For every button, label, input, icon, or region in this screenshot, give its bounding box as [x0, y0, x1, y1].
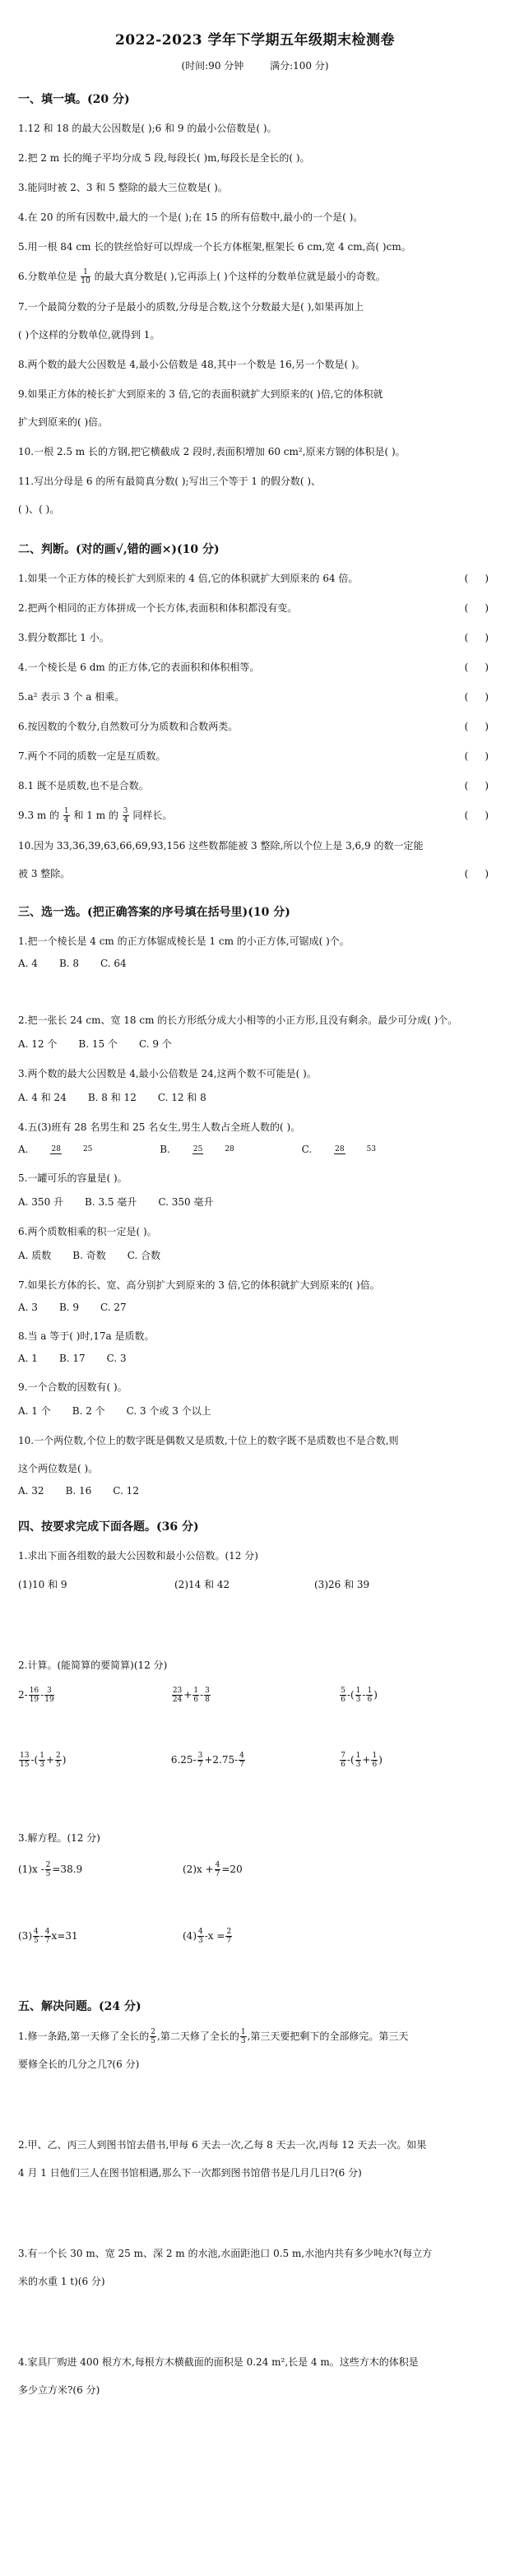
s2-item-4: 4.一个棱长是 6 dm 的正方体,它的表面积和体积相等。 ( ) [18, 659, 492, 675]
s3-options-4: A. 28 25 B. 25 28 C. 28 53 [18, 1144, 377, 1155]
s1-question-3: 3.能同时被 2、3 和 5 整除的最大三位数是( )。 [18, 182, 228, 193]
section-4-title: 四、按要求完成下面各题。(36 分) [18, 1520, 199, 1534]
s3-question-3: 3.两个数的最大公因数是 4,最小公倍数是 24,这两个数不可能是( )。 [18, 1068, 317, 1079]
s2-item-3: 3.假分数都比 1 小。 ( ) [18, 629, 492, 646]
calc-row-2 [18, 1752, 492, 1769]
s1-question-7: 7.一个最简分数的分子是最小的质数,分母是合数,这个分数最大是( ),如果再加上 ( )个这样的分数单位,就得到 1。 [18, 301, 364, 341]
s2-item-7: 7.两个不同的质数一定是互质数。 ( ) [18, 748, 492, 764]
s3-question-1: 1.把一个棱长是 4 cm 的正方体锯成棱长是 1 cm 的小正方体,可锯成( )个。 [18, 935, 350, 947]
s1-question-2: 2.把 2 m 长的绳子平均分成 5 段,每段长( )m,每段长是全长的( )。 [18, 152, 310, 164]
equation-3: (3) $\frac{4}{5}$ - $\frac{4}{7}$ x=31 [18, 1928, 78, 1945]
s3-question-6: 6.两个质数相乘的积一定是( )。 [18, 1226, 157, 1237]
exam-info [18, 58, 492, 72]
s1-question-9: 9.如果正方体的棱长扩大到原来的 3 倍,它的表面积就扩大到原来的( )倍,它的体积就 扩大到原来的( )倍。 [18, 388, 383, 428]
s3-question-5: 5.一罐可乐的容量是( )。 [18, 1172, 128, 1184]
s3-options-9: A. 1 个 B. 2 个 C. 3 个或 3 个以上 [18, 1405, 211, 1417]
exam-score: 满分:100 分) [270, 60, 329, 72]
equation-row-2 [18, 1928, 492, 1945]
equation-1: (1)x - $\frac{2}{5}$ =38.9 [18, 1861, 83, 1878]
s4-part-1: 1.求出下面各组数的最大公因数和最小公倍数。(12 分) [18, 1550, 258, 1562]
exam-time: (时间:90 分钟 [181, 60, 244, 72]
section-5-title: 五、解决问题。(24 分) [18, 2000, 141, 2013]
calc-4: $\frac{13}{15}$ -( $\frac{1}{3}$ + $\frac{2}{5}$ ) [20, 1752, 67, 1769]
s3-options-2: A. 12 个 B. 15 个 C. 9 个 [18, 1038, 172, 1050]
s4-part-3: 3.解方程。(12 分) [18, 1832, 100, 1844]
s1-question-1: 1.12 和 18 的最大公因数是( );6 和 9 的最小公倍数是( )。 [18, 123, 277, 134]
calc-6: $\frac{7}{6}$ -( $\frac{1}{3}$ + $\frac{1}{6}$ ) [341, 1752, 382, 1769]
s5-problem-1: 1.修一条路,第一天修了全长的 $\frac{2}{5}$ ,第二天修了全长的 $\frac{1}{3}$ ,第三天要把剩下的全部修完。第三天 要修全长的几分之几?(6 分) [18, 2028, 409, 2070]
s3-question-8: 8.当 a 等于( )时,17a 是质数。 [18, 1330, 155, 1342]
s1-question-8: 8.两个数的最大公因数是 4,最小公倍数是 48,其中一个数是 16,另一个数是( )。 [18, 359, 365, 370]
s3-question-7: 7.如果长方体的长、宽、高分别扩大到原来的 3 倍,它的体积就扩大到原来的( )倍。 [18, 1279, 380, 1291]
s1-question-4: 4.在 20 的所有因数中,最大的一个是( );在 15 的所有倍数中,最小的一个是( )。 [18, 211, 364, 223]
s4-part-1-items: (1)10 和 9 (2)14 和 42 (3)26 和 39 [18, 1579, 370, 1590]
s3-options-3: A. 4 和 24 B. 8 和 12 C. 12 和 8 [18, 1092, 206, 1103]
calc-3: $\frac{5}{6}$ -( $\frac{1}{3}$ - $\frac{1}{6}$ ) [341, 1687, 378, 1704]
page-title: 2022-2023 学年下学期五年级期末检测卷 [114, 32, 396, 49]
s1-question-6: 6.分数单位是 $\frac{1}{10}$ 的最大真分数是( ),它再添上( )个这样的分数单位就是最小的奇数。 [18, 268, 386, 285]
s3-options-7: A. 3 B. 9 C. 27 [18, 1302, 127, 1313]
s5-problem-3: 3.有一个长 30 m、宽 25 m、深 2 m 的水池,水面距池口 0.5 m,水池内共有多少吨水?(每立方 米的水重 1 t)(6 分) [18, 2248, 433, 2287]
calc-row-1 [18, 1687, 492, 1704]
s1-question-10: 10.一根 2.5 m 长的方钢,把它横截成 2 段时,表面积增加 60 cm²,原来方钢的体积是( )。 [18, 446, 406, 457]
s3-question-9: 9.一个合数的因数有( )。 [18, 1381, 128, 1393]
s4-part-2: 2.计算。(能简算的要简算)(12 分) [18, 1659, 168, 1671]
equation-4: (4) $\frac{4}{3}$ -x = $\frac{2}{7}$ [183, 1928, 232, 1945]
calc-5: 6.25- $\frac{3}{7}$ +2.75- $\frac{4}{7}$ [170, 1752, 244, 1769]
s5-problem-4: 4.家具厂购进 400 根方木,每根方木横截面的面积是 0.24 m²,长是 4 m。这些方木的体积是 多少立方米?(6 分) [18, 2356, 419, 2396]
s2-item-2: 2.把两个相同的正方体拼成一个长方体,表面积和体积都没有变。 ( ) [18, 600, 492, 616]
equation-row-1 [18, 1861, 492, 1878]
s3-options-6: A. 质数 B. 奇数 C. 合数 [18, 1250, 161, 1261]
s3-options-1: A. 4 B. 8 C. 64 [18, 958, 127, 969]
s2-item-6: 6.按因数的个数分,自然数可分为质数和合数两类。 ( ) [18, 718, 492, 735]
s2-item-1: 1.如果一个正方体的棱长扩大到原来的 4 倍,它的体积就扩大到原来的 64 倍。 ( ) [18, 570, 492, 587]
s3-question-4: 4.五(3)班有 28 名男生和 25 名女生,男生人数占全班人数的( )。 [18, 1121, 301, 1133]
s3-options-5: A. 350 升 B. 3.5 毫升 C. 350 毫升 [18, 1196, 214, 1208]
section-1-title: 一、填一填。(20 分) [18, 93, 130, 106]
s1-question-5: 5.用一根 84 cm 长的铁丝恰好可以焊成一个长方体框架,框架长 6 cm,宽 4 cm,高( )cm。 [18, 241, 411, 253]
s3-options-10: A. 32 B. 16 C. 12 [18, 1485, 139, 1497]
s3-question-2: 2.把一张长 24 cm、宽 18 cm 的长方形纸分成大小相等的小正方形,且没有剩余。最少可分成( )个。 [18, 1014, 458, 1026]
equation-2: (2)x + $\frac{4}{7}$ =20 [183, 1861, 243, 1878]
section-2-title: 二、判断。(对的画√,错的画×)(10 分) [18, 543, 220, 556]
s2-item-10: 10.因为 33,36,39,63,66,69,93,156 这些数都能被 3 整除,所以个位上是 3,6,9 的数一定能 被 3 整除。 ( ) [18, 838, 492, 882]
s2-item-8: 8.1 既不是质数,也不是合数。 ( ) [18, 777, 492, 794]
s5-problem-2: 2.甲、乙、丙三人到图书馆去借书,甲每 6 天去一次,乙每 8 天去一次,丙每 12 天去一次。如果 4 月 1 日他们三人在图书馆相遇,那么下一次都到图书馆借书是几月几日?(6 分) [18, 2139, 427, 2179]
s2-item-9: 9.3 m 的 $\frac{1}{4}$ 和 1 m 的 $\frac{3}{4}$ 同样长。 ( ) [18, 807, 492, 824]
calc-1: 2- $\frac{16}{19}$ - $\frac{3}{19}$ [18, 1687, 54, 1704]
fraction: $\frac{1}{10}$ [81, 268, 90, 285]
s3-options-8: A. 1 B. 17 C. 3 [18, 1353, 127, 1364]
s2-item-5: 5.a² 表示 3 个 a 相乘。 ( ) [18, 689, 492, 705]
section-3-title: 三、选一选。(把正确答案的序号填在括号里)(10 分) [18, 906, 290, 919]
calc-2: $\frac{23}{24}$ + $\frac{1}{6}$ - $\frac{3}{8}$ [172, 1687, 210, 1704]
s3-question-10: 10.一个两位数,个位上的数字既是偶数又是质数,十位上的数字既不是质数也不是合数,则 这个两位数是( )。 [18, 1435, 399, 1474]
s1-question-11: 11.写出分母是 6 的所有最简真分数( );写出三个等于 1 的假分数( )、 ( )、( )。 [18, 476, 322, 515]
